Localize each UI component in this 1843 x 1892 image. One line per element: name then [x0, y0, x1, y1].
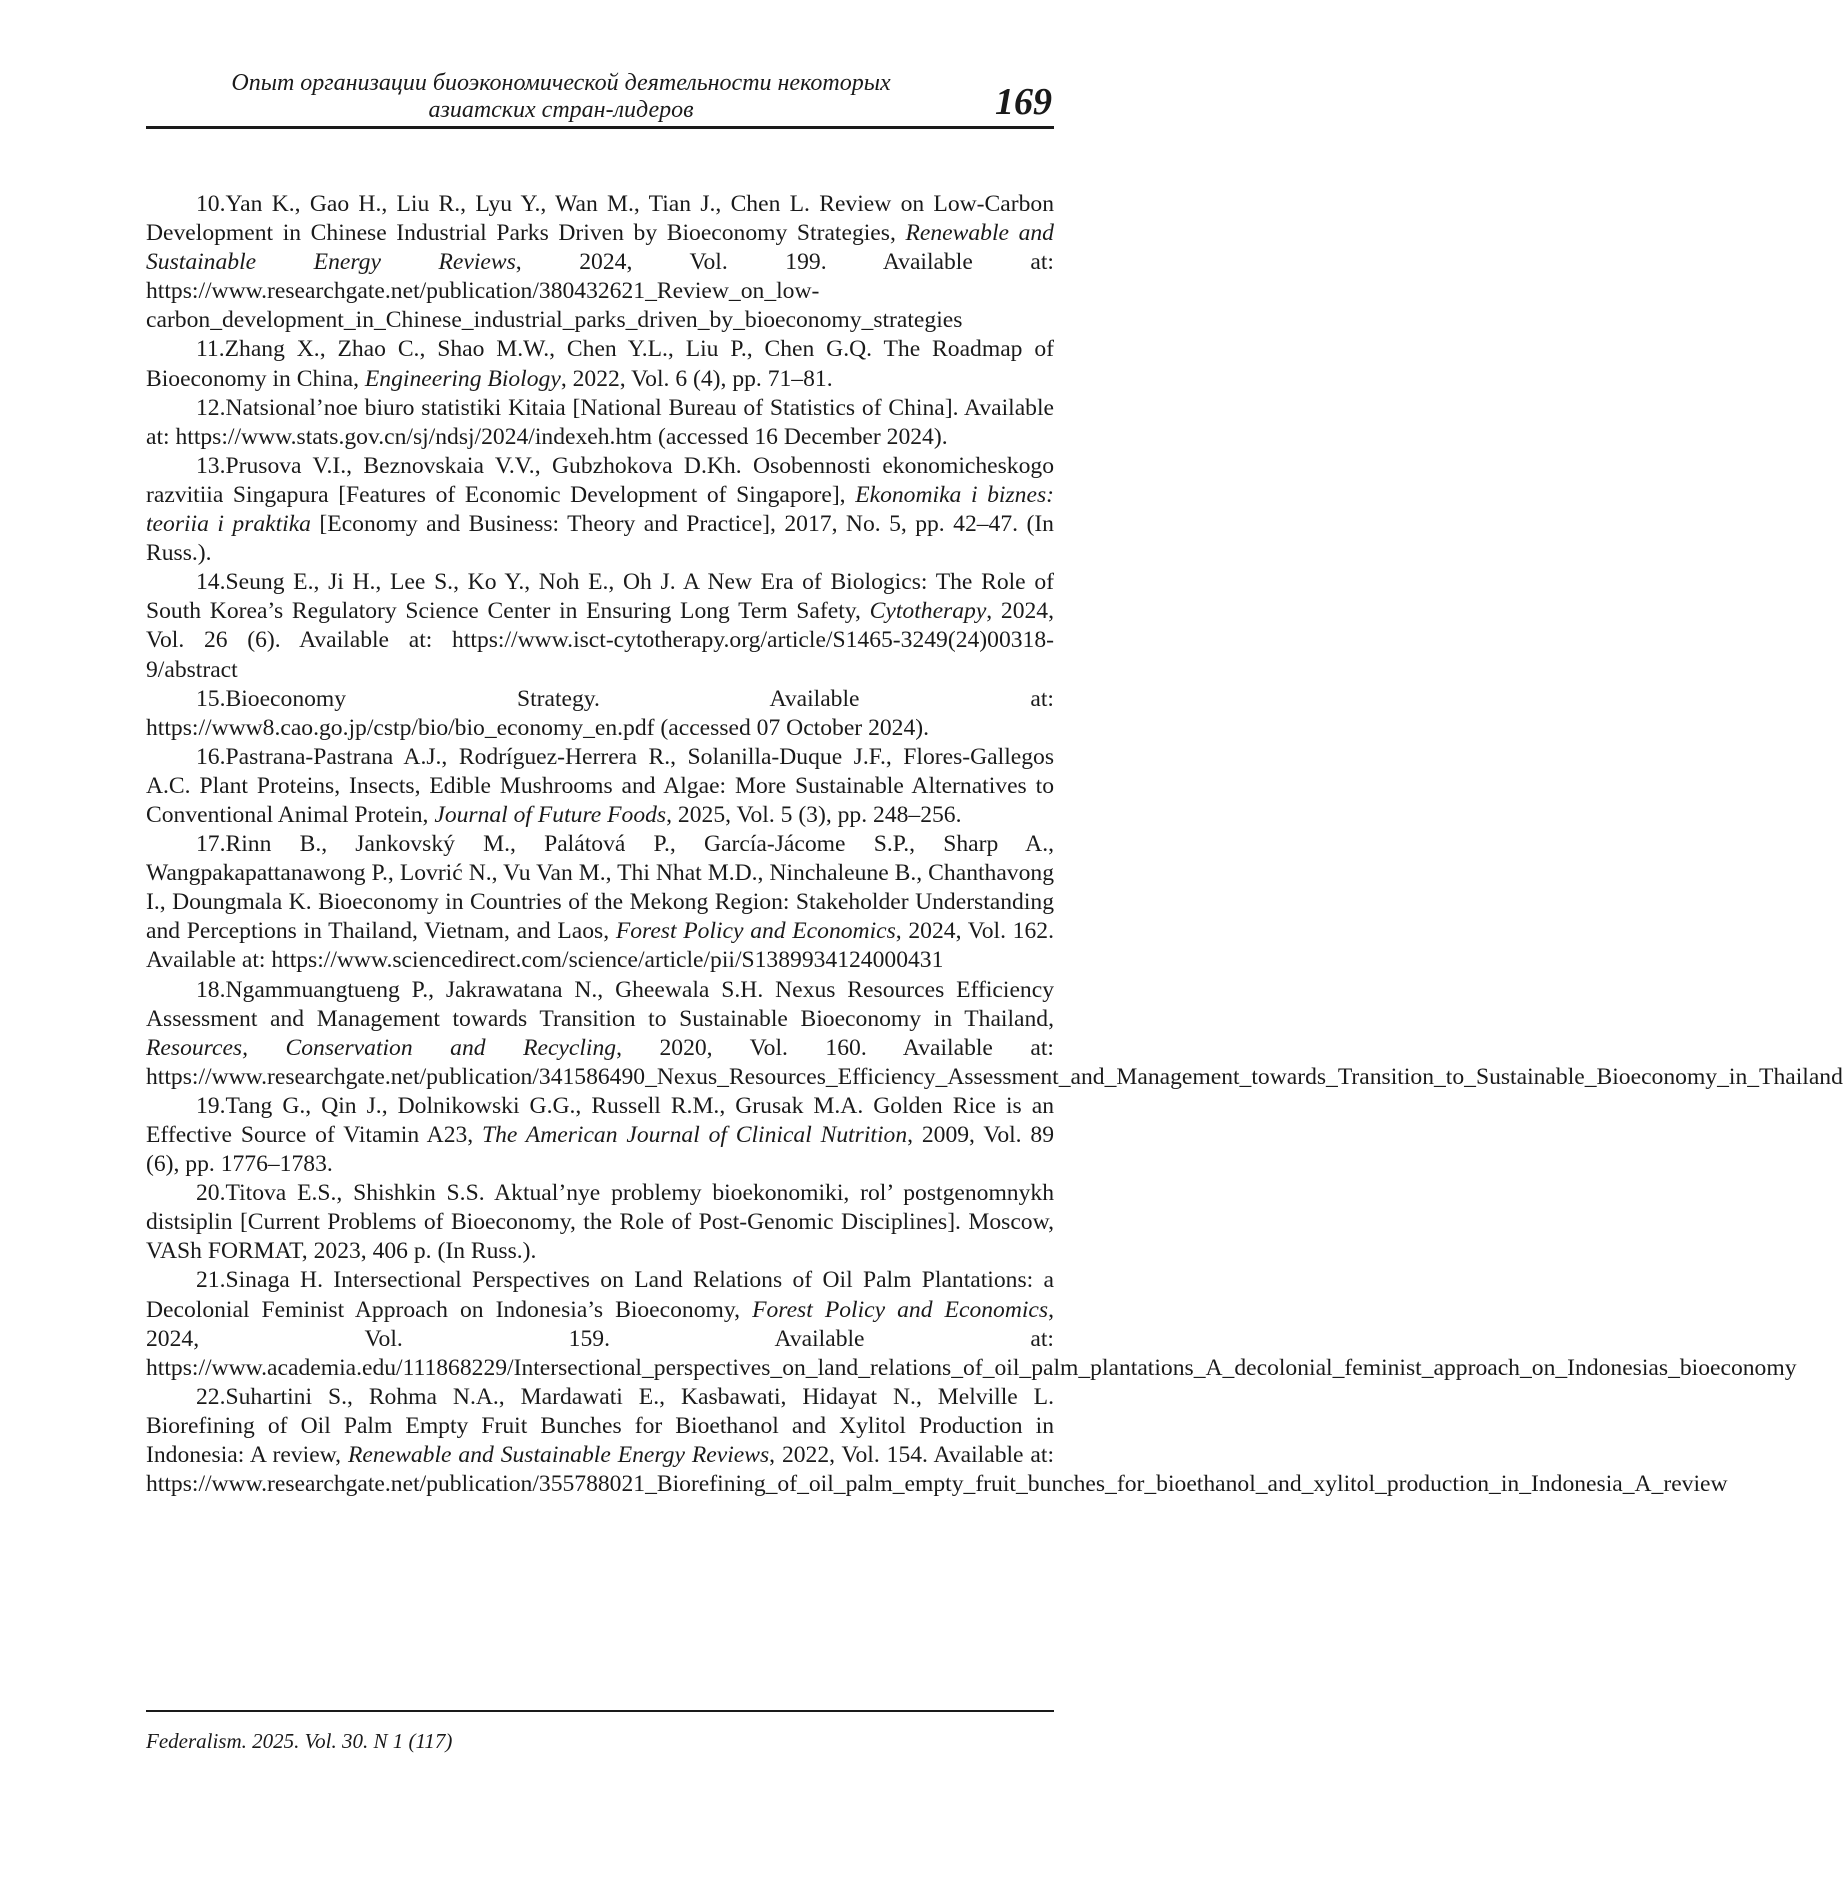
reference-details: , 2022, Vol. 154. Available at: https://www.researchgate.net/publication/355788021_Biorefining_of_oil_palm_empty_fruit_bunches_for_bioethanol_and_xylitol_production_in_Indonesia_A_review: [146, 1442, 1728, 1497]
reference-item: [146, 452, 1054, 568]
page-number: 169: [995, 82, 1052, 122]
reference-details: , 2024, Vol. 199. Available at: https://www.researchgate.net/publication/380432621_Review_on_low-carbon_development_in_Chinese_industrial_parks_driven_by_bioeconomy_strategies: [146, 249, 1054, 333]
reference-number: 20.: [196, 1180, 226, 1206]
reference-details: , 2009, Vol. 89 (6), pp. 1776–1783.: [146, 1122, 1054, 1177]
reference-authors-title: Bioeconomy Strategy. Available at: https://www8.cao.go.jp/cstp/bio/bio_economy_en.pdf (accessed 07 October 2024).: [146, 686, 1054, 741]
reference-item: [146, 1179, 1054, 1266]
reference-journal: Cytotherapy: [870, 598, 987, 624]
reference-number: 21.: [196, 1267, 226, 1293]
reference-authors-title: Pastrana-Pastrana A.J., Rodríguez-Herrera R., Solanilla-Duque J.F., Flores-Gallegos A.C. Plant Proteins, Insects, Edible Mushrooms and Algae: More Sustainable Alternatives to Conventional Animal Protein,: [146, 744, 1054, 828]
reference-list: [146, 190, 1054, 1499]
reference-item: [146, 685, 1054, 743]
reference-details: , 2020, Vol. 160. Available at: https://www.researchgate.net/publication/341586490_Nexus_Resources_Efficiency_Assessment_and_Management_towards_Transition_to_Sustainable_Bioeconomy_in_Thailand: [146, 1035, 1843, 1090]
running-title-line-1: Опыт организации биоэкономической деятельности некоторых: [146, 70, 976, 97]
reference-details: , 2024, Vol. 159. Available at: https://www.academia.edu/111868229/Intersectional_perspectives_on_land_relations_of_oil_palm_plantations_A_decolonial_feminist_approach_on_Indonesias_bioeconomy: [146, 1297, 1797, 1381]
reference-authors-title: Sinaga H. Intersectional Perspectives on Land Relations of Oil Palm Plantations: a Decolonial Feminist Approach on Indonesia’s Bioeconomy,: [146, 1267, 1054, 1322]
reference-number: 11.: [196, 336, 225, 362]
reference-journal: Forest Policy and Economics: [752, 1297, 1048, 1323]
reference-number: 10.: [196, 191, 226, 217]
reference-item: [146, 1383, 1054, 1499]
reference-number: 14.: [196, 569, 226, 595]
reference-number: 17.: [196, 831, 226, 857]
reference-item: [146, 1266, 1054, 1382]
reference-number: 12.: [196, 395, 226, 421]
running-header: [146, 68, 1054, 129]
reference-authors-title: Ngammuangtueng P., Jakrawatana N., Gheewala S.H. Nexus Resources Efficiency Assessment and Management towards Transition to Sustainable Bioeconomy in Thailand,: [146, 977, 1054, 1032]
reference-authors-title: Prusova V.I., Beznovskaia V.V., Gubzhokova D.Kh. Osobennosti ekonomicheskogo razvitiia Singapura [Features of Economic Development of Singapore],: [146, 453, 1054, 508]
reference-authors-title: Seung E., Ji H., Lee S., Ko Y., Noh E., Oh J. A New Era of Biologics: The Role of South Korea’s Regulatory Science Center in Ensuring Long Term Safety,: [146, 569, 1054, 624]
reference-journal: Renewable and Sustainable Energy Reviews: [146, 220, 1054, 275]
reference-journal: Resources, Conservation and Recycling: [146, 1035, 616, 1061]
reference-journal: Ekonomika i biznes: teoriia i praktika: [146, 482, 1054, 537]
reference-number: 16.: [196, 744, 226, 770]
reference-number: 15.: [196, 686, 226, 712]
reference-item: [146, 190, 1054, 335]
footer-rule: [146, 1710, 1054, 1712]
reference-authors-title: Natsional’noe biuro statistiki Kitaia [National Bureau of Statistics of China]. Available at: https://www.stats.gov.cn/sj/ndsj/2024/indexeh.htm (accessed 16 December 2024).: [146, 395, 1054, 450]
reference-journal: Forest Policy and Economics: [616, 918, 896, 944]
reference-details: , 2022, Vol. 6 (4), pp. 71–81.: [561, 366, 833, 392]
reference-item: [146, 394, 1054, 452]
reference-journal: Engineering Biology: [365, 366, 561, 392]
reference-details: , 2025, Vol. 5 (3), pp. 248–256.: [666, 802, 961, 828]
reference-details: , 2024, Vol. 162. Available at: https://www.sciencedirect.com/science/article/pii/S1389934124000431: [146, 918, 1054, 973]
reference-details: , 2024, Vol. 26 (6). Available at: https://www.isct-cytotherapy.org/article/S1465-3249(24)00318-9/abstract: [146, 598, 1054, 682]
reference-authors-title: Tang G., Qin J., Dolnikowski G.G., Russell R.M., Grusak M.A. Golden Rice is an Effective Source of Vitamin A23,: [146, 1093, 1054, 1148]
reference-item: [146, 1092, 1054, 1179]
reference-number: 19.: [196, 1093, 226, 1119]
reference-authors-title: Suhartini S., Rohma N.A., Mardawati E., Kasbawati, Hidayat N., Melville L. Biorefining of Oil Palm Empty Fruit Bunches for Bioethanol and Xylitol Production in Indonesia: A review,: [146, 1384, 1054, 1468]
reference-authors-title: Zhang X., Zhao C., Shao M.W., Chen Y.L., Liu P., Chen G.Q. The Roadmap of Bioeconomy in China,: [146, 336, 1054, 391]
journal-page: [0, 0, 1200, 1892]
reference-number: 22.: [196, 1384, 226, 1410]
running-title-line-2: азиатских стран-лидеров: [146, 97, 976, 124]
reference-journal: The American Journal of Clinical Nutrition: [482, 1122, 907, 1148]
reference-item: [146, 830, 1054, 975]
reference-item: [146, 743, 1054, 830]
reference-item: [146, 976, 1054, 1092]
reference-item: [146, 568, 1054, 684]
reference-authors-title: Titova E.S., Shishkin S.S. Aktual’nye problemy bioekonomiki, rol’ postgenomnykh distsiplin [Current Problems of Bioeconomy, the Role of Post-Genomic Disciplines]. Moscow, VASh FORMAT, 2023, 406 p. (In Russ.).: [146, 1180, 1054, 1264]
reference-journal: Renewable and Sustainable Energy Reviews: [348, 1442, 769, 1468]
reference-authors-title: Yan K., Gao H., Liu R., Lyu Y., Wan M., Tian J., Chen L. Review on Low-Carbon Development in Chinese Industrial Parks Driven by Bioeconomy Strategies,: [146, 191, 1054, 246]
reference-details: [Economy and Business: Theory and Practice], 2017, No. 5, pp. 42–47. (In Russ.).: [146, 511, 1054, 566]
running-title: [146, 70, 976, 124]
reference-authors-title: Rinn B., Jankovský M., Palátová P., García-Jácome S.P., Sharp A., Wangpakapattanawong P., Lovrić N., Vu Van M., Thi Nhat M.D., Ninchaleune B., Chanthavong I., Doungmala K. Bioeconomy in Countries of the Mekong Region: Stakeholder Understanding and Perceptions in Thailand, Vietnam, and Laos,: [146, 831, 1054, 944]
reference-number: 13.: [196, 453, 226, 479]
reference-item: [146, 335, 1054, 393]
reference-number: 18.: [196, 977, 226, 1003]
journal-footer: Federalism. 2025. Vol. 30. N 1 (117): [146, 1728, 452, 1754]
reference-journal: Journal of Future Foods: [434, 802, 666, 828]
